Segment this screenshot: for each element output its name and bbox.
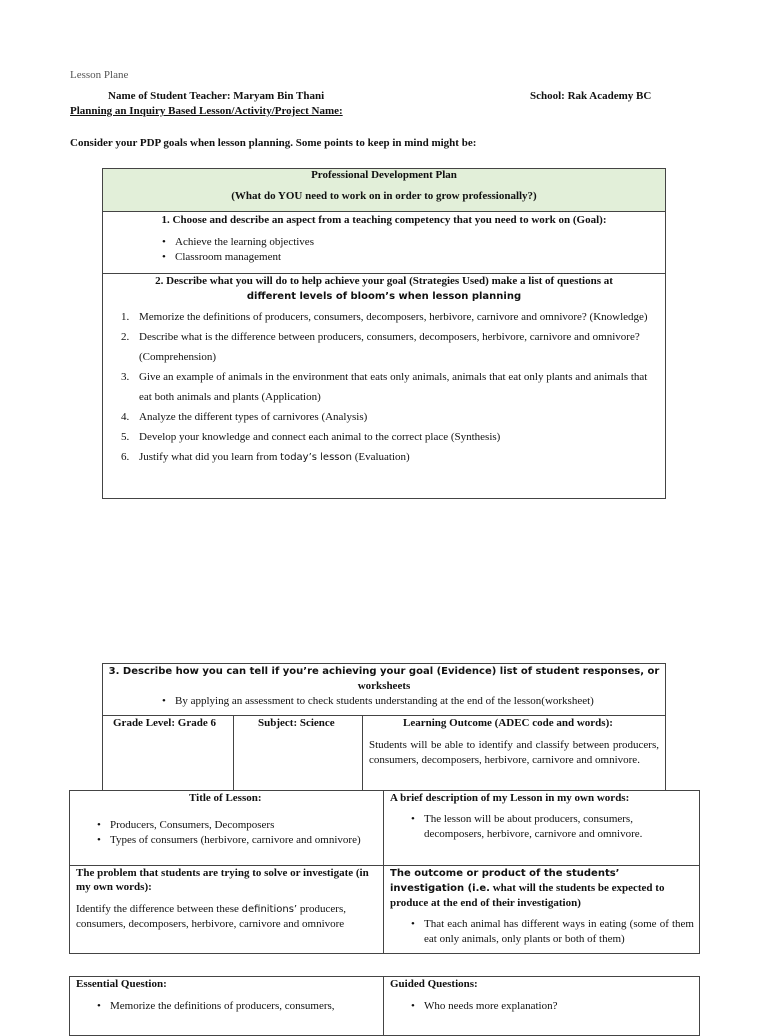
pdp-subtitle: (What do YOU need to work on in order to grow professionally?) bbox=[231, 190, 537, 202]
guided-questions-label: Guided Questions: bbox=[390, 978, 478, 990]
pdp-strategies-cell bbox=[102, 273, 666, 499]
essential-question-cell bbox=[69, 976, 384, 1036]
list-item: 1. Memorize the definitions of producers, consumers, decomposers, herbivore, carnivore and omnivore? (Knowledge) bbox=[121, 311, 648, 323]
guided-questions-list bbox=[408, 999, 688, 1014]
pdp-question-2 bbox=[103, 274, 665, 304]
problem-text: Identify the difference between these definitions’ producers, consumers, decomposers, herbivore, carnivore and omnivore bbox=[76, 903, 346, 930]
pdp-question-2-line-2: different levels of bloom’s when lesson planning bbox=[246, 291, 522, 302]
investigation-outcome-cell bbox=[383, 865, 700, 954]
grade-level: Grade Level: Grade 6 bbox=[113, 717, 216, 729]
pdp-header bbox=[102, 168, 666, 212]
evidence-question-line-2: worksheets bbox=[357, 680, 411, 692]
evidence-cell bbox=[102, 663, 666, 716]
goal-list bbox=[159, 235, 314, 265]
list-item: • Memorize the definitions of producers, consumers, bbox=[94, 999, 374, 1014]
grade-cell bbox=[102, 715, 234, 791]
essential-question-label: Essential Question: bbox=[76, 978, 167, 990]
guided-questions-cell bbox=[383, 976, 700, 1036]
learning-outcome-text: Students will be able to identify and classify between producers, consumers, decomposers, herbivore, carnivore and omnivore. bbox=[369, 739, 659, 766]
problem-label: The problem that students are trying to solve or investigate (in my own words): bbox=[76, 867, 369, 893]
lesson-title-label: Title of Lesson: bbox=[189, 792, 262, 804]
pdp-question-2-line-1: 2. Describe what you will do to help achieve your goal (Strategies Used) make a list of questions at bbox=[155, 275, 613, 287]
pdp-goal-cell bbox=[102, 211, 666, 274]
lesson-title-list bbox=[94, 818, 364, 848]
pdp-title: Professional Development Plan bbox=[311, 169, 457, 181]
essential-question-list bbox=[94, 999, 374, 1014]
lesson-brief-list bbox=[408, 812, 678, 842]
list-item: • Who needs more explanation? bbox=[408, 999, 688, 1014]
lesson-brief-label: A brief description of my Lesson in my own words: bbox=[390, 792, 630, 804]
list-item: 6. Justify what did you learn from today’s lesson (Evaluation) bbox=[121, 451, 410, 463]
list-item: 5. Develop your knowledge and connect each animal to the correct place (Synthesis) bbox=[121, 431, 501, 443]
problem-cell bbox=[69, 865, 384, 954]
list-item: • By applying an assessment to check students understanding at the end of the lesson(worksheet) bbox=[159, 694, 594, 709]
lesson-brief-cell bbox=[383, 790, 700, 866]
evidence-question-line-1: 3. Describe how you can tell if you’re achieving your goal (Evidence) list of student responses, or bbox=[108, 666, 660, 677]
list-item: • That each animal has different ways in eating (some of them eat only animals, only plants or both of them) bbox=[408, 917, 694, 947]
list-item: • Types of consumers (herbivore, carnivore and omnivore) bbox=[94, 833, 364, 848]
list-item: 3. Give an example of animals in the environment that eats only animals, animals that eat only plants and animals that eat both animals and plants (Application) bbox=[121, 371, 648, 403]
learning-outcome-cell bbox=[362, 715, 666, 791]
consider-note: Consider your PDP goals when lesson planning. Some points to keep in mind might be: bbox=[70, 137, 477, 149]
subject-cell bbox=[233, 715, 363, 791]
school-name: School: Rak Academy BC bbox=[530, 90, 652, 102]
list-item: • Classroom management bbox=[159, 250, 314, 265]
investigation-outcome-label: The outcome or product of the students’ investigation (i.e. what will the students be expected to produce at the end of their investigation) bbox=[390, 868, 665, 909]
evidence-question bbox=[103, 665, 665, 693]
evidence-list bbox=[159, 694, 594, 709]
learning-outcome-label: Learning Outcome (ADEC code and words): bbox=[403, 717, 613, 729]
list-item: • The lesson will be about producers, consumers, decomposers, herbivore, carnivore and omnivore. bbox=[408, 812, 678, 842]
list-item: • Producers, Consumers, Decomposers bbox=[94, 818, 364, 833]
lesson-title-cell bbox=[69, 790, 384, 866]
doc-label: Lesson Plane bbox=[70, 69, 129, 81]
investigation-outcome-list bbox=[408, 917, 694, 947]
pdp-question-1: 1. Choose and describe an aspect from a teaching competency that you need to work on (Goal): bbox=[161, 214, 607, 226]
list-item: 2. Describe what is the difference between producers, consumers, decomposers, herbivore, carnivore and omnivore? (Comprehension) bbox=[121, 331, 640, 363]
list-item: • Achieve the learning objectives bbox=[159, 235, 314, 250]
teacher-name: Name of Student Teacher: Maryam Bin Thani bbox=[108, 90, 325, 102]
strategy-list bbox=[121, 307, 661, 468]
subject: Subject: Science bbox=[258, 717, 335, 729]
list-item: 4. Analyze the different types of carnivores (Analysis) bbox=[121, 411, 368, 423]
planning-title: Planning an Inquiry Based Lesson/Activity/Project Name: bbox=[70, 105, 343, 117]
